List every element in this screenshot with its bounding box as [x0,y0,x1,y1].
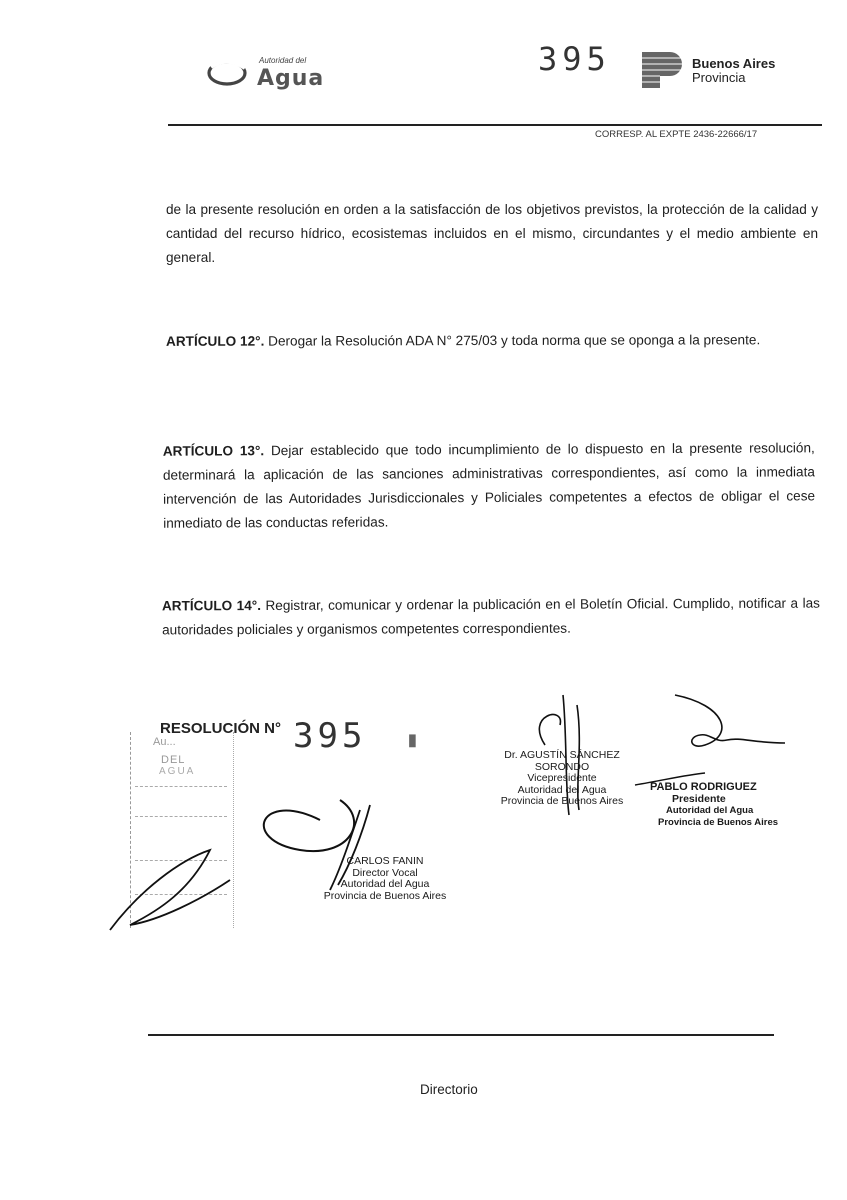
signature-block-sanchez [478,750,646,808]
signer-org: Autoridad del Agua [666,805,754,816]
buenos-aires-logo-mark [640,46,688,97]
stamp-line-1: Au... [153,736,176,748]
buenos-aires-logo-text [692,57,775,85]
signer-role: Presidente [672,792,726,805]
article-text: Derogar la Resolución ADA N° 275/03 y toda norma que se oponga a la presente. [264,332,761,349]
signer-name: CARLOS FANIN [346,855,424,867]
footer-divider [148,1034,774,1036]
article-label: ARTÍCULO 14°. [161,598,262,614]
signer-name: PABLO RODRIGUEZ [650,781,757,793]
signer-province: Provincia de Buenos Aires [658,816,779,828]
resolution-number: 395 [293,716,367,756]
footer-label: Directorio [420,1082,478,1097]
signature-block-fanin [310,856,460,902]
article-13 [163,436,815,535]
intro-paragraph: de la presente resolución en orden a la satisfacción de los objetivos previstos, la protección de la calidad y cantidad del recurso hídrico, ecosistemas incluidos en el mismo, circundantes y el medio ambiente en general. [166,202,818,265]
article-label: ARTÍCULO 13°. [162,443,265,459]
resolution-label: RESOLUCIÓN N° [160,720,282,737]
article-text: Registrar, comunicar y ordenar la publicación en el Boletín Oficial. Cumplido, notificar a las autoridades policiales y organismos competentes correspondientes. [162,595,820,638]
signer-role: Director Vocal [352,866,418,879]
expediente-reference: CORRESP. AL EXPTE 2436-22666/17 [595,129,758,140]
signer-org: Autoridad del Agua [340,878,430,890]
signature-block-rodriguez [650,782,782,828]
article-14 [162,592,820,643]
article-label: ARTÍCULO 12°. [165,333,265,349]
logo-small-text: Autoridad del [259,56,307,65]
water-drop-icon [205,58,251,88]
signer-name: Dr. AGUSTÍN SÁNCHEZ SORONDO [504,749,620,773]
signer-province: Provincia de Buenos Aires [323,889,447,902]
punch-mark: ▮ [408,732,417,749]
stamp-line-2: DEL [161,754,186,766]
logo-big-text: Agua [257,66,325,91]
stamp-line-3: AGUA [159,766,196,777]
signer-org: Autoridad del Agua [517,783,607,796]
province-name: Buenos Aires [692,56,776,71]
autoridad-del-agua-logo [205,52,335,92]
province-label: Provincia [692,70,746,85]
article-12 [166,328,818,354]
header-divider [168,124,822,126]
page-number-stamp: 395 [538,40,611,78]
article-text: Dejar establecido que todo incumplimiento de lo dispuesto en la presente resolución, determinará la aplicación de las sanciones administrativas correspondientes, así como la inmediata intervención de las Autoridades Jurisdiccionales y Policiales competentes a efectos de obligar el cese inmediato de las conductas referidas. [162,440,816,531]
official-stamp [130,732,234,928]
signer-role: Vicepresidente [527,772,597,784]
signer-province: Provincia de Buenos Aires [500,795,624,807]
